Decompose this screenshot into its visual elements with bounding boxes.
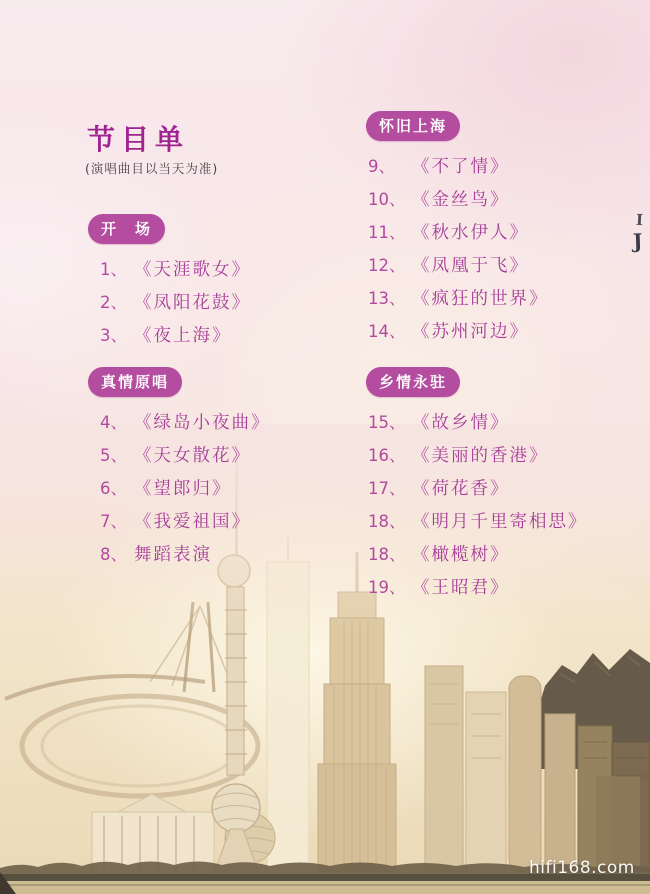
section-xiangqing (366, 367, 588, 607)
item-number: 18、 (368, 545, 406, 564)
program-item (366, 508, 588, 541)
item-number: 13、 (368, 289, 406, 308)
song-title: 《凤阳花鼓》 (134, 293, 251, 313)
section-opening (88, 214, 251, 355)
section-zhenqing (88, 367, 271, 574)
program-item (366, 442, 588, 475)
section-badge-opening: 开 场 (88, 214, 165, 244)
song-title: 《美丽的香港》 (412, 446, 549, 466)
program-item (366, 186, 549, 219)
song-title: 《不了情》 (412, 157, 510, 177)
song-list-huaijiu (366, 153, 549, 351)
program-item (366, 153, 549, 186)
item-number: 16、 (368, 446, 406, 465)
item-number: 10、 (368, 190, 406, 209)
program-item (366, 541, 588, 574)
program-item (88, 541, 271, 574)
page-title: 节目单 (87, 123, 190, 156)
page-curl-mark-1: I (635, 210, 644, 230)
section-huaijiu (366, 111, 549, 351)
program-item (366, 285, 549, 318)
item-number: 12、 (368, 256, 406, 275)
item-number: 14、 (368, 322, 406, 341)
song-title: 《金丝鸟》 (412, 190, 510, 210)
program-item (88, 508, 271, 541)
program-item (88, 442, 271, 475)
item-number: 7、 (100, 512, 127, 531)
song-title: 《凤凰于飞》 (412, 256, 529, 276)
song-title: 《天涯歌女》 (134, 260, 251, 280)
item-number: 1、 (100, 260, 127, 279)
page-subtitle: (演唱曲目以当天为准) (85, 161, 219, 176)
song-title: 《荷花香》 (412, 479, 510, 499)
watermark: hifi168.com (529, 858, 635, 878)
item-number: 15、 (368, 413, 406, 432)
song-title: 《秋水伊人》 (412, 223, 529, 243)
item-number: 6、 (100, 479, 127, 498)
program-item (88, 409, 271, 442)
program-item (366, 318, 549, 351)
program-item (88, 256, 251, 289)
song-title: 《绿岛小夜曲》 (134, 413, 271, 433)
program-item (366, 219, 549, 252)
song-title: 《橄榄树》 (412, 545, 510, 565)
page-curl-mark-2: J (632, 228, 643, 254)
program-item (366, 252, 549, 285)
song-title: 《明月千里寄相思》 (412, 512, 588, 532)
item-number: 8、 (100, 545, 127, 564)
song-list-opening (88, 256, 251, 355)
item-number: 9、 (368, 157, 395, 176)
song-title: 《我爱祖国》 (134, 512, 251, 532)
item-number: 19、 (368, 578, 406, 597)
song-title: 《苏州河边》 (412, 322, 529, 342)
program-item (366, 574, 588, 607)
song-title: 《疯狂的世界》 (412, 289, 549, 309)
item-number: 5、 (100, 446, 127, 465)
program-item (88, 475, 271, 508)
song-title: 《王昭君》 (412, 578, 510, 598)
program-item (88, 322, 251, 355)
item-number: 17、 (368, 479, 406, 498)
item-number: 4、 (100, 413, 127, 432)
song-title: 舞蹈表演 (134, 545, 212, 565)
song-title: 《望郎归》 (134, 479, 232, 499)
program-item (366, 475, 588, 508)
song-title: 《故乡情》 (412, 413, 510, 433)
item-number: 11、 (368, 223, 406, 242)
program-item (88, 289, 251, 322)
section-badge-xiangqing: 乡情永驻 (366, 367, 460, 397)
item-number: 3、 (100, 326, 127, 345)
song-list-xiangqing (366, 409, 588, 607)
section-badge-zhenqing: 真情原唱 (88, 367, 182, 397)
program-item (366, 409, 588, 442)
item-number: 2、 (100, 293, 127, 312)
song-title: 《夜上海》 (134, 326, 232, 346)
item-number: 18、 (368, 512, 406, 531)
song-list-zhenqing (88, 409, 271, 574)
song-title: 《天女散花》 (134, 446, 251, 466)
section-badge-huaijiu: 怀旧上海 (366, 111, 460, 141)
